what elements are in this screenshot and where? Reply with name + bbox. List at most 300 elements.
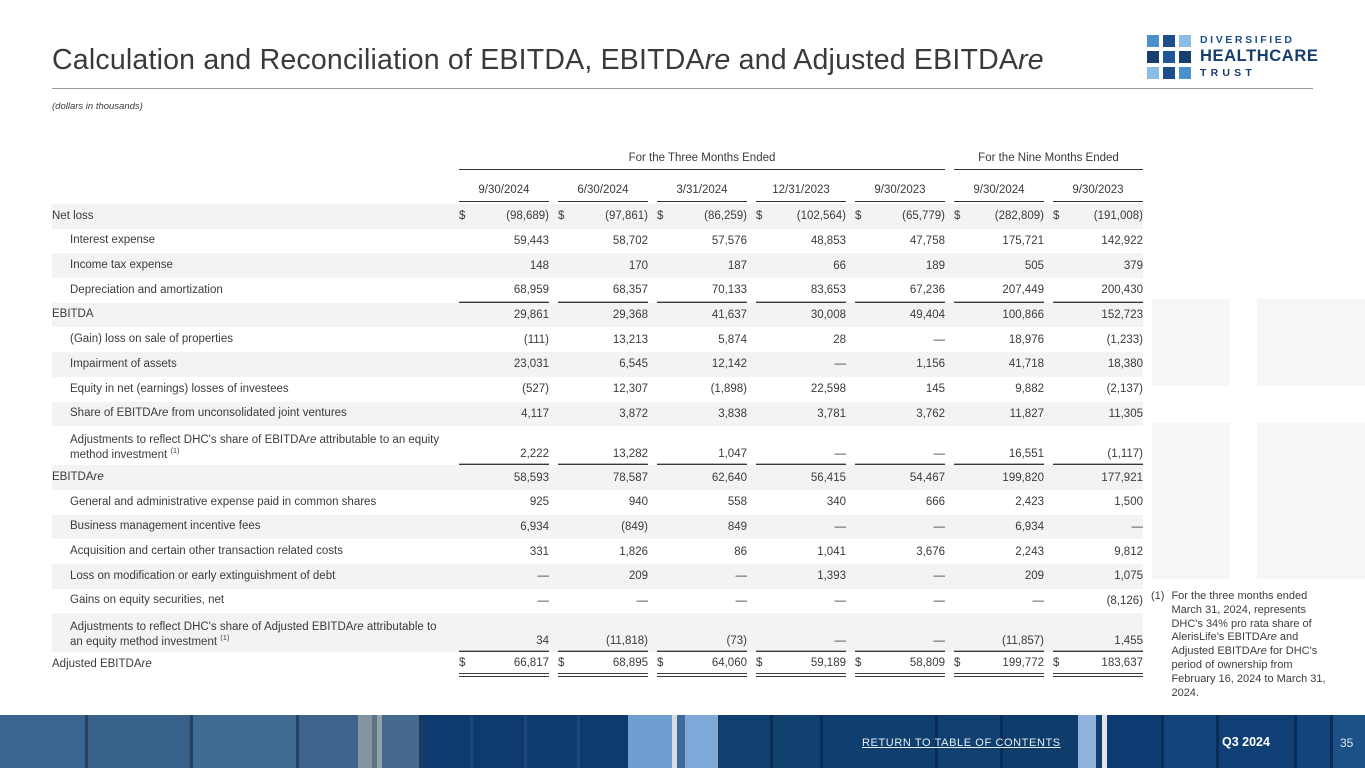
cell-value: 189	[925, 259, 945, 272]
logo-square	[1163, 51, 1175, 63]
table-cell	[558, 652, 648, 677]
table-cell	[954, 303, 1044, 328]
dollar-sign: $	[657, 656, 664, 669]
table-row	[52, 613, 1143, 652]
company-logo	[1147, 34, 1318, 79]
table-cell	[558, 204, 648, 229]
table-row	[52, 465, 1143, 490]
cell-value: 209	[628, 570, 648, 583]
footnote-text: For the three months ended March 31, 2024, represents DHC's 34% pro rata share of AlerisLife's EBITDAre and Adjusted EBITDAre for DHC's period of ownership from February 16, 2024 to March 31, 2024.	[1171, 590, 1326, 699]
table-row	[52, 327, 1143, 352]
cell-value: 59,189	[810, 656, 846, 669]
table-cell	[954, 515, 1044, 540]
table-cell	[756, 515, 846, 540]
table-cell	[855, 426, 945, 465]
cell-value: 3,781	[817, 407, 846, 420]
table-cell	[1053, 303, 1143, 328]
building-window-pane	[628, 715, 672, 768]
decor-block	[1257, 423, 1365, 579]
cell-value: —	[933, 635, 945, 648]
table-cell	[558, 402, 648, 427]
cell-value: 2,222	[520, 448, 549, 461]
cell-value: (2,137)	[1106, 383, 1143, 396]
table-cell	[657, 515, 747, 540]
cell-value: (111)	[523, 333, 549, 346]
cell-value: 28	[833, 333, 846, 346]
cell-value: (102,564)	[796, 210, 846, 223]
table-cell	[1053, 253, 1143, 278]
cell-value: —	[834, 594, 846, 607]
cell-value: 1,455	[1114, 635, 1143, 648]
cell-value: 5,874	[718, 333, 747, 346]
row-label: Impairment of assets	[70, 357, 177, 370]
table-row	[52, 589, 1143, 614]
cell-value: 331	[529, 545, 549, 558]
table-cell	[459, 377, 549, 402]
dollar-sign: $	[558, 656, 565, 669]
dollar-sign: $	[756, 210, 763, 223]
table-cell	[558, 253, 648, 278]
cell-value: 66	[833, 259, 846, 272]
table-cell	[756, 465, 846, 490]
cell-value: 170	[628, 259, 648, 272]
dollar-sign: $	[954, 656, 961, 669]
dollar-sign: $	[657, 210, 664, 223]
table-row	[52, 253, 1143, 278]
table-cell	[1053, 402, 1143, 427]
financial-table-body	[52, 204, 1143, 677]
cell-value: 666	[925, 496, 945, 509]
table-cell	[1053, 327, 1143, 352]
column-header: 9/30/2024	[459, 184, 549, 202]
table-cell	[657, 589, 747, 614]
table-cell	[657, 204, 747, 229]
cell-value: —	[834, 635, 846, 648]
table-row	[52, 377, 1143, 402]
footnote	[1151, 590, 1365, 700]
column-header: 12/31/2023	[756, 184, 846, 202]
building-window-pane	[422, 715, 470, 768]
logo-wordmark	[1200, 34, 1318, 79]
cell-value: (1,898)	[710, 383, 747, 396]
table-cell	[756, 278, 846, 303]
building-window-pane	[721, 715, 770, 768]
cell-value: 175,721	[1002, 235, 1044, 248]
cell-value: 67,236	[909, 284, 945, 297]
cell-value: 3,762	[916, 407, 945, 420]
row-label: Gains on equity securities, net	[70, 594, 225, 607]
row-label: Net loss	[52, 209, 94, 222]
table-cell	[558, 465, 648, 490]
cell-value: —	[1131, 520, 1143, 533]
table-cell	[657, 426, 747, 465]
financial-table	[52, 146, 1143, 677]
row-label: (Gain) loss on sale of properties	[70, 333, 233, 346]
row-label: Income tax expense	[70, 259, 173, 272]
table-row	[52, 564, 1143, 589]
table-cell	[558, 278, 648, 303]
cell-value: (11,818)	[606, 635, 648, 648]
cell-value: 57,576	[711, 235, 747, 248]
group-header-three-months: For the Three Months Ended	[459, 152, 945, 170]
table-cell	[1053, 490, 1143, 515]
table-cell	[855, 515, 945, 540]
logo-square	[1179, 51, 1191, 63]
cell-value: 209	[1024, 570, 1044, 583]
cell-value: 9,812	[1114, 545, 1143, 558]
table-cell	[756, 402, 846, 427]
logo-square	[1147, 67, 1159, 79]
cell-value: 47,758	[909, 235, 945, 248]
table-cell	[954, 490, 1044, 515]
cell-value: —	[735, 570, 747, 583]
table-row	[52, 426, 1143, 465]
table-cell	[756, 303, 846, 328]
table-cell	[459, 564, 549, 589]
column-header: 9/30/2023	[1053, 184, 1143, 202]
table-cell	[558, 303, 648, 328]
cell-value: 4,117	[521, 407, 549, 420]
decor-block	[1152, 423, 1230, 579]
table-cell	[459, 426, 549, 465]
cell-value: 11,305	[1108, 407, 1143, 420]
cell-value: 22,598	[810, 383, 846, 396]
table-cell	[657, 253, 747, 278]
logo-grid-icon	[1147, 35, 1191, 79]
table-cell	[459, 327, 549, 352]
cell-value: 13,282	[612, 448, 648, 461]
cell-value: (8,126)	[1106, 594, 1143, 607]
cell-value: 12,142	[711, 358, 747, 371]
table-cell	[459, 613, 549, 652]
cell-value: 70,133	[711, 284, 747, 297]
cell-value: 18,976	[1008, 333, 1044, 346]
table-cell	[855, 327, 945, 352]
dollar-sign: $	[1053, 210, 1060, 223]
cell-value: 18,380	[1107, 358, 1143, 371]
cell-value: —	[636, 594, 648, 607]
table-cell	[657, 652, 747, 677]
cell-value: —	[834, 358, 846, 371]
building-window-pane	[1078, 715, 1096, 768]
table-cell	[459, 465, 549, 490]
table-cell	[459, 278, 549, 303]
table-cell	[756, 589, 846, 614]
cell-value: 68,357	[612, 284, 648, 297]
table-row	[52, 303, 1143, 328]
building-window-pane	[773, 715, 820, 768]
cell-value: 41,637	[711, 309, 747, 322]
table-cell	[756, 327, 846, 352]
dollar-sign: $	[459, 210, 466, 223]
table-cell	[1053, 515, 1143, 540]
cell-value: 379	[1123, 259, 1143, 272]
cell-value: —	[834, 448, 846, 461]
return-to-toc-link[interactable]: RETURN TO TABLE OF CONTENTS	[862, 737, 1061, 749]
cell-value: (98,689)	[506, 210, 549, 223]
cell-value: 58,593	[513, 471, 549, 484]
cell-value: 505	[1024, 259, 1044, 272]
cell-value: 558	[727, 496, 747, 509]
table-cell	[558, 589, 648, 614]
building-window-pane	[299, 715, 358, 768]
cell-value: 29,861	[513, 309, 549, 322]
cell-value: 9,882	[1015, 383, 1044, 396]
building-window-pane	[1297, 715, 1330, 768]
cell-value: 12,307	[612, 383, 648, 396]
dollar-sign: $	[954, 210, 961, 223]
table-cell	[954, 352, 1044, 377]
logo-line2: HEALTHCARE	[1200, 47, 1319, 65]
table-cell	[954, 229, 1044, 254]
table-cell	[756, 377, 846, 402]
table-cell	[459, 515, 549, 540]
cell-value: 6,545	[619, 358, 648, 371]
cell-value: 1,826	[619, 545, 648, 558]
logo-square	[1179, 35, 1191, 47]
cell-value: 16,551	[1008, 448, 1044, 461]
table-cell	[954, 589, 1044, 614]
table-row	[52, 204, 1143, 229]
table-cell	[954, 426, 1044, 465]
date-header-row	[52, 170, 1143, 202]
cell-value: 340	[826, 496, 846, 509]
table-cell	[756, 652, 846, 677]
table-cell	[657, 327, 747, 352]
row-label: Interest expense	[70, 234, 156, 247]
table-cell	[855, 229, 945, 254]
building-window-pane	[382, 715, 419, 768]
table-cell	[1053, 204, 1143, 229]
cell-value: 100,866	[1002, 309, 1044, 322]
table-cell	[855, 589, 945, 614]
cell-value: 68,895	[612, 656, 648, 669]
table-cell	[756, 204, 846, 229]
cell-value: 41,718	[1008, 358, 1044, 371]
cell-value: 148	[529, 259, 549, 272]
table-cell	[855, 465, 945, 490]
cell-value: —	[933, 448, 945, 461]
cell-value: 199,820	[1002, 471, 1044, 484]
table-cell	[657, 352, 747, 377]
logo-line1: DIVERSIFIED	[1200, 34, 1295, 46]
table-cell	[657, 377, 747, 402]
cell-value: 2,423	[1015, 496, 1044, 509]
cell-value: 59,443	[513, 235, 549, 248]
footnote-marker: (1)	[1151, 590, 1165, 602]
row-label: Adjustments to reflect DHC's share of EBITDAre attributable to an equity method investment $^{(1)}$	[70, 433, 440, 461]
building-window-pane	[1164, 715, 1216, 768]
table-cell	[657, 303, 747, 328]
table-cell	[756, 539, 846, 564]
cell-value: (1,233)	[1106, 333, 1143, 346]
table-cell	[954, 652, 1044, 677]
table-cell	[1053, 352, 1143, 377]
cell-value: 58,702	[612, 235, 648, 248]
footer-photo-bar	[0, 715, 1365, 768]
table-cell	[558, 490, 648, 515]
logo-line3: TRUST	[1200, 67, 1256, 79]
cell-value: 29,368	[612, 309, 648, 322]
table-cell	[459, 402, 549, 427]
footnote-ref: (1)	[220, 633, 230, 643]
table-cell	[1053, 539, 1143, 564]
table-cell	[855, 278, 945, 303]
cell-value: 187	[727, 259, 747, 272]
page-title: Calculation and Reconciliation of EBITDA, EBITDAre and Adjusted EBITDAre	[52, 44, 1044, 76]
cell-value: (65,779)	[902, 210, 945, 223]
row-label: Acquisition and certain other transaction related costs	[70, 544, 343, 557]
table-cell	[756, 490, 846, 515]
table-cell	[954, 253, 1044, 278]
table-row	[52, 352, 1143, 377]
table-cell	[855, 352, 945, 377]
table-cell	[954, 204, 1044, 229]
table-cell	[954, 539, 1044, 564]
logo-square	[1163, 35, 1175, 47]
dollar-sign: $	[558, 210, 565, 223]
cell-value: 56,415	[810, 471, 846, 484]
table-cell	[459, 204, 549, 229]
cell-value: 152,723	[1101, 309, 1143, 322]
building-window-pane	[88, 715, 190, 768]
table-cell	[1053, 589, 1143, 614]
cell-value: 58,809	[909, 656, 945, 669]
table-cell	[855, 377, 945, 402]
row-label: Adjusted EBITDAre	[52, 658, 152, 671]
cell-value: 68,959	[513, 284, 549, 297]
table-cell	[459, 253, 549, 278]
table-cell	[558, 377, 648, 402]
table-cell	[459, 589, 549, 614]
table-cell	[657, 539, 747, 564]
cell-value: 183,637	[1101, 656, 1143, 669]
row-label: EBITDA	[52, 308, 94, 321]
cell-value: (86,259)	[704, 210, 747, 223]
cell-value: 78,587	[612, 471, 648, 484]
cell-value: 849	[727, 520, 747, 533]
cell-value: —	[834, 520, 846, 533]
table-cell	[1053, 564, 1143, 589]
row-label: Share of EBITDAre from unconsolidated joint ventures	[70, 407, 347, 420]
table-cell	[954, 465, 1044, 490]
table-cell	[558, 613, 648, 652]
table-cell	[855, 652, 945, 677]
building-window-pane	[685, 715, 718, 768]
column-header: 6/30/2024	[558, 184, 648, 202]
cell-value: 200,430	[1101, 284, 1143, 297]
row-label: Business management incentive fees	[70, 520, 261, 533]
dollar-sign: $	[1053, 656, 1060, 669]
table-cell	[657, 278, 747, 303]
table-row	[52, 515, 1143, 540]
table-cell	[657, 564, 747, 589]
table-row	[52, 229, 1143, 254]
dollar-sign: $	[855, 210, 862, 223]
cell-value: 1,500	[1114, 496, 1143, 509]
cell-value: (11,857)	[1002, 635, 1044, 648]
cell-value: (1,117)	[1107, 448, 1143, 461]
table-cell	[855, 564, 945, 589]
cell-value: 11,827	[1009, 407, 1044, 420]
dollar-sign: $	[756, 656, 763, 669]
table-cell	[855, 204, 945, 229]
table-cell	[558, 564, 648, 589]
logo-square	[1179, 67, 1191, 79]
table-cell	[855, 613, 945, 652]
cell-value: 2,243	[1015, 545, 1044, 558]
table-cell	[756, 352, 846, 377]
table-cell	[459, 352, 549, 377]
cell-value: 62,640	[711, 471, 747, 484]
cell-value: 199,772	[1002, 656, 1044, 669]
cell-value: 1,393	[817, 570, 846, 583]
title-divider	[52, 88, 1313, 89]
table-row	[52, 652, 1143, 677]
table-cell	[459, 652, 549, 677]
table-cell	[954, 278, 1044, 303]
cell-value: 64,060	[711, 656, 747, 669]
cell-value: (73)	[726, 635, 747, 648]
cell-value: 3,872	[619, 407, 648, 420]
table-cell	[756, 564, 846, 589]
cell-value: —	[537, 570, 549, 583]
cell-value: 3,838	[718, 407, 747, 420]
cell-value: (282,809)	[994, 210, 1044, 223]
table-cell	[459, 539, 549, 564]
cell-value: 1,075	[1114, 570, 1143, 583]
cell-value: (97,861)	[605, 210, 648, 223]
column-group-header-row	[52, 146, 1143, 170]
cell-value: —	[933, 520, 945, 533]
cell-value: —	[933, 570, 945, 583]
building-window-pane	[193, 715, 296, 768]
cell-value: (527)	[522, 383, 549, 396]
table-cell	[1053, 229, 1143, 254]
building-window-pane	[527, 715, 577, 768]
table-cell	[1053, 465, 1143, 490]
column-header: 3/31/2024	[657, 184, 747, 202]
cell-value: 6,934	[1015, 520, 1044, 533]
table-cell	[855, 539, 945, 564]
cell-value: 177,921	[1101, 471, 1143, 484]
cell-value: 23,031	[513, 358, 549, 371]
table-cell	[459, 490, 549, 515]
cell-value: 49,404	[909, 309, 945, 322]
table-cell	[756, 426, 846, 465]
cell-value: 34	[536, 635, 549, 648]
cell-value: —	[933, 333, 945, 346]
table-cell	[558, 426, 648, 465]
table-cell	[657, 613, 747, 652]
cell-value: 1,156	[916, 358, 945, 371]
cell-value: 207,449	[1002, 284, 1044, 297]
dollar-sign: $	[855, 656, 862, 669]
building-window-pane	[580, 715, 628, 768]
cell-value: 3,676	[916, 545, 945, 558]
table-cell	[954, 377, 1044, 402]
cell-value: 6,934	[520, 520, 549, 533]
table-cell	[1053, 613, 1143, 652]
decor-block	[1257, 299, 1365, 386]
logo-square	[1147, 35, 1159, 47]
table-row	[52, 490, 1143, 515]
building-window-pane	[0, 715, 85, 768]
row-label: Depreciation and amortization	[70, 283, 223, 296]
cell-value: 48,853	[810, 235, 846, 248]
cell-value: —	[933, 594, 945, 607]
cell-value: 1,041	[817, 545, 846, 558]
